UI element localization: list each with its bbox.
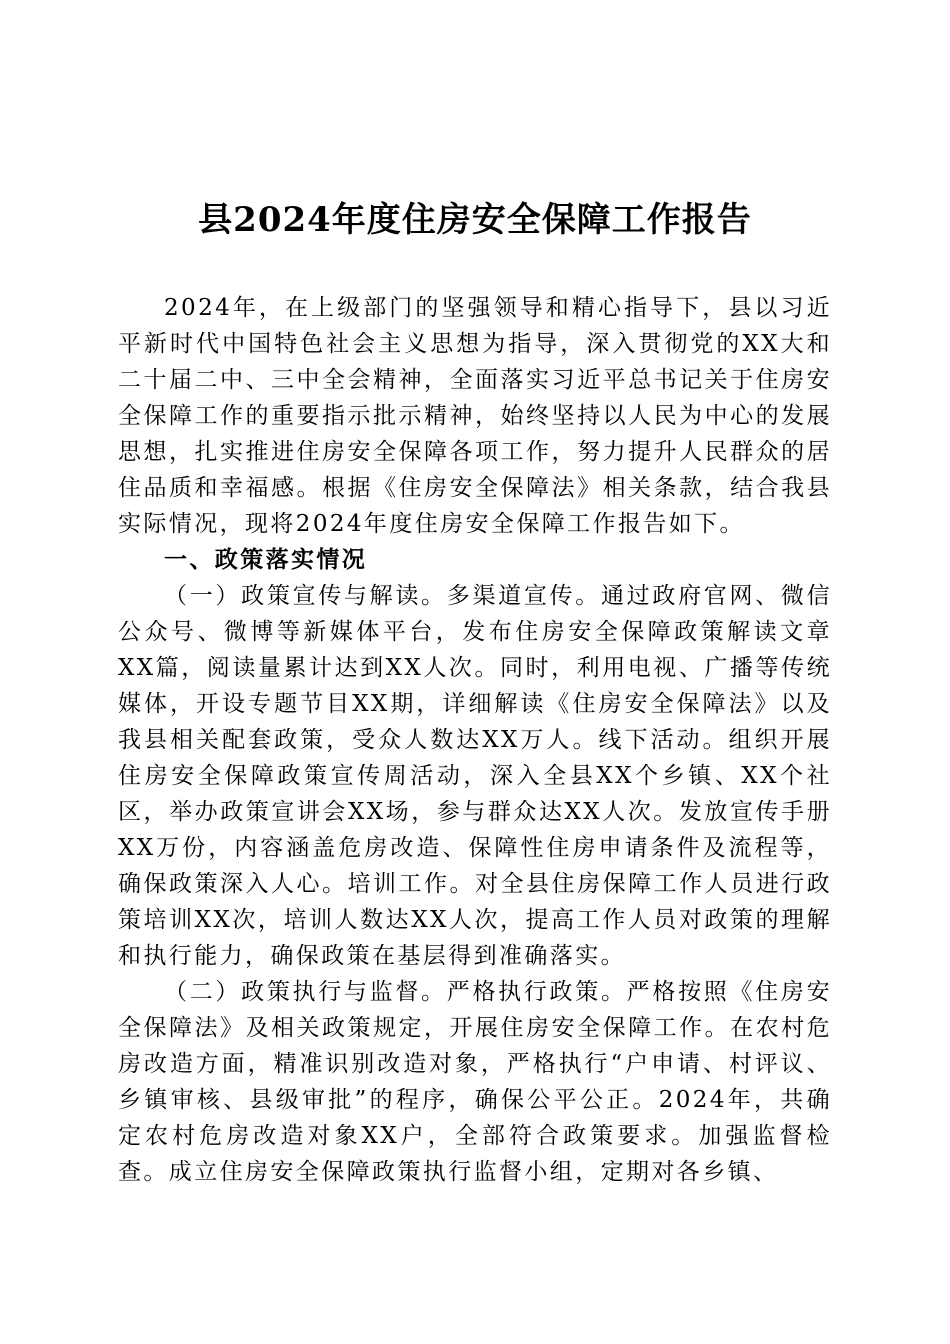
paragraph-policy-publicity: （一）政策宣传与解读。多渠道宣传。通过政府官网、微信公众号、微博等新媒体平台，发布住房安全保障政策解读文章XX篇，阅读量累计达到XX人次。同时，利用电视、广播等传统媒体，开设专题节目XX期，详细解读《住房安全保障法》以及我县相关配套政策，受众人数达XX万人。线下活动。组织开展住房安全保障政策宣传周活动，深入全县XX个乡镇、XX个社区，举办政策宣讲会XX场，参与群众达XX人次。发放宣传手册XX万份，内容涵盖危房改造、保障性住房申请条件及流程等，确保政策深入人心。培训工作。对全县住房保障工作人员进行政策培训XX次，培训人数达XX人次，提高工作人员对政策的理解和执行能力，确保政策在基层得到准确落实。 — [118, 583, 832, 969]
paragraph-policy-execution: （二）政策执行与监督。严格执行政策。严格按照《住房安全保障法》及相关政策规定，开展住房安全保障工作。在农村危房改造方面，精准识别改造对象，严格执行“户申请、村评议、乡镇审核、县级审批”的程序，确保公平公正。2024年，共确定农村危房改造对象XX户，全部符合政策要求。加强监督检查。成立住房安全保障政策执行监督小组，定期对各乡镇、 — [118, 979, 832, 1185]
document-title: 县2024年度住房安全保障工作报告 — [198, 200, 752, 240]
document-body — [118, 290, 832, 1190]
section-heading-policy: 一、政策落实情况 — [164, 546, 368, 573]
intro-paragraph: 2024年，在上级部门的坚强领导和精心指导下，县以习近平新时代中国特色社会主义思想为指导，深入贯彻党的XX大和二十届二中、三中全会精神，全面落实习近平总书记关于住房安全保障工作的重要指示批示精神，始终坚持以人民为中心的发展思想，扎实推进住房安全保障各项工作，努力提升人民群众的居住品质和幸福感。根据《住房安全保障法》相关条款，结合我县实际情况，现将2024年度住房安全保障工作报告如下。 — [118, 295, 832, 537]
